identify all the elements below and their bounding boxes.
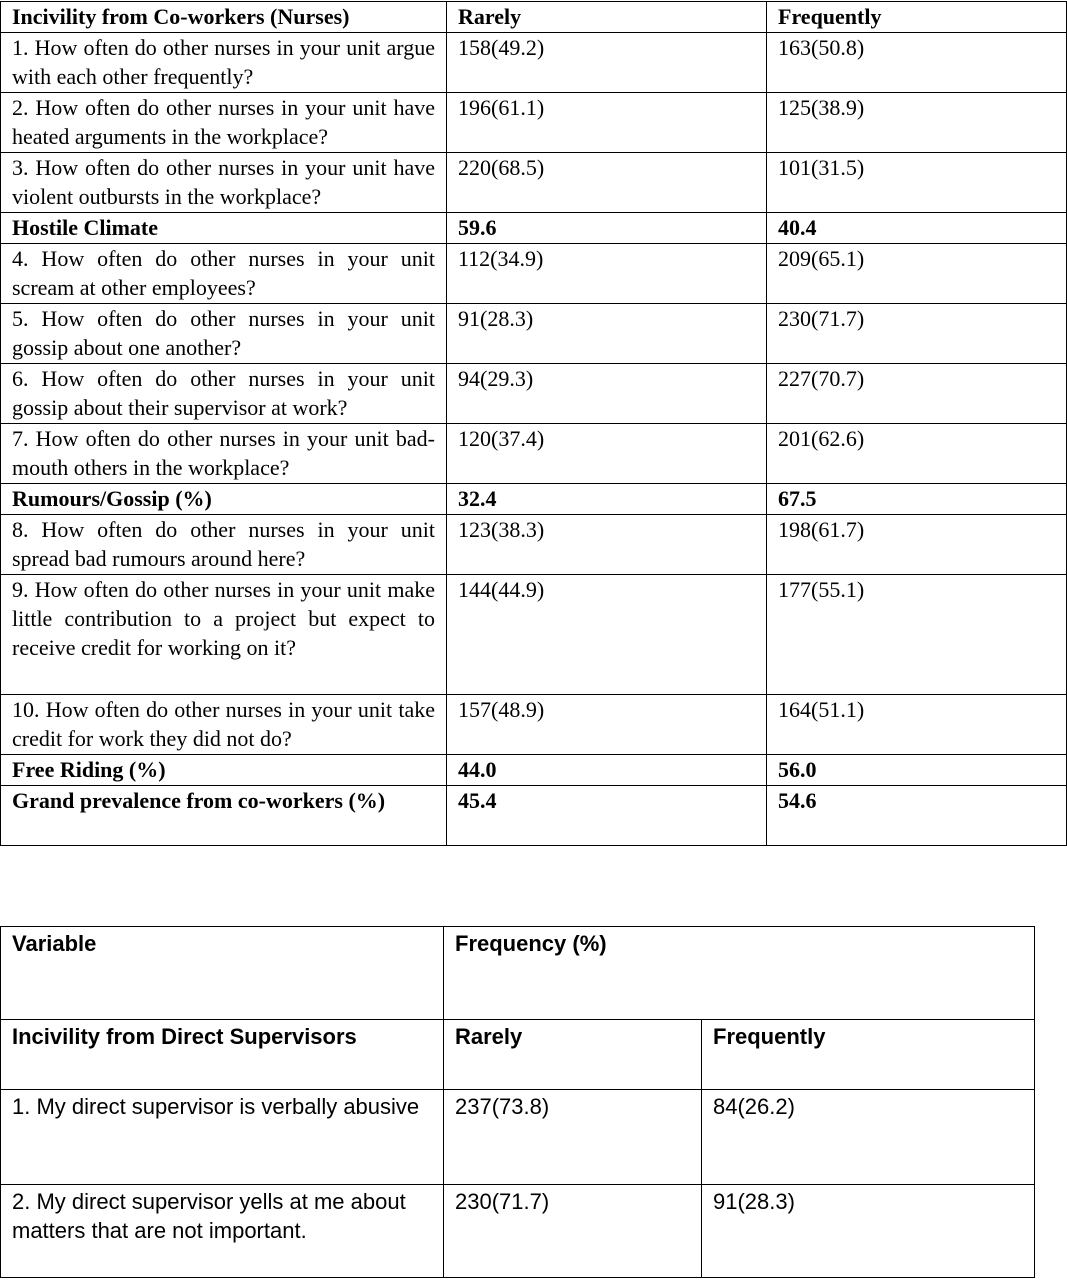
table-row xyxy=(1,33,1067,93)
frequency-header: Frequency (%) xyxy=(444,927,1035,1020)
table-row xyxy=(1,695,1067,755)
table-row xyxy=(1,515,1067,575)
rarely-value: 220(68.5) xyxy=(447,153,767,213)
header-frequently: Frequently xyxy=(702,1020,1035,1090)
subtotal-label: Free Riding (%) xyxy=(1,755,447,786)
frequently-value: 227(70.7) xyxy=(767,364,1067,424)
subtotal-row xyxy=(1,484,1067,515)
grand-total-label: Grand prevalence from co-workers (%) xyxy=(1,786,447,846)
item-text: 3. How often do other nurses in your unit have violent outbursts in the workplace? xyxy=(1,153,447,213)
item-text: 7. How often do other nurses in your unit bad-mouth others in the workplace? xyxy=(1,424,447,484)
item-text: 2. My direct supervisor yells at me about matters that are not important. xyxy=(1,1185,444,1278)
rarely-value: 123(38.3) xyxy=(447,515,767,575)
item-text: 10. How often do other nurses in your unit take credit for work they did not do? xyxy=(1,695,447,755)
rarely-value: 91(28.3) xyxy=(447,304,767,364)
header-frequently: Frequently xyxy=(767,2,1067,33)
header-label: Incivility from Co-workers (Nurses) xyxy=(1,2,447,33)
rarely-value: 144(44.9) xyxy=(447,575,767,695)
frequently-value: 54.6 xyxy=(767,786,1067,846)
header-rarely: Rarely xyxy=(444,1020,702,1090)
frequently-value: 201(62.6) xyxy=(767,424,1067,484)
rarely-value: 157(48.9) xyxy=(447,695,767,755)
rarely-value: 158(49.2) xyxy=(447,33,767,93)
frequently-value: 125(38.9) xyxy=(767,93,1067,153)
item-text: 9. How often do other nurses in your unit make little contribution to a project but expect to receive credit for working on it? xyxy=(1,575,447,695)
table-row xyxy=(1,424,1067,484)
item-text: 1. How often do other nurses in your unit argue with each other frequently? xyxy=(1,33,447,93)
frequently-value: 163(50.8) xyxy=(767,33,1067,93)
rarely-value: 120(37.4) xyxy=(447,424,767,484)
frequently-value: 56.0 xyxy=(767,755,1067,786)
table-subheader-row xyxy=(1,1020,1035,1090)
table-row xyxy=(1,1090,1035,1185)
table-row xyxy=(1,364,1067,424)
table-row xyxy=(1,575,1067,695)
subtotal-row xyxy=(1,213,1067,244)
item-text: 4. How often do other nurses in your unit scream at other employees? xyxy=(1,244,447,304)
variable-header: Variable xyxy=(1,927,444,1020)
rarely-value: 32.4 xyxy=(447,484,767,515)
subtotal-row xyxy=(1,755,1067,786)
subtotal-label: Hostile Climate xyxy=(1,213,447,244)
item-text: 1. My direct supervisor is verbally abusive xyxy=(1,1090,444,1185)
frequently-value: 67.5 xyxy=(767,484,1067,515)
table-row xyxy=(1,244,1067,304)
frequently-value: 164(51.1) xyxy=(767,695,1067,755)
rarely-value: 45.4 xyxy=(447,786,767,846)
rarely-value: 59.6 xyxy=(447,213,767,244)
table-row xyxy=(1,153,1067,213)
frequently-value: 198(61.7) xyxy=(767,515,1067,575)
table-header-row xyxy=(1,927,1035,1020)
frequently-value: 177(55.1) xyxy=(767,575,1067,695)
frequently-value: 230(71.7) xyxy=(767,304,1067,364)
frequently-value: 101(31.5) xyxy=(767,153,1067,213)
frequently-value: 91(28.3) xyxy=(702,1185,1035,1278)
frequently-value: 84(26.2) xyxy=(702,1090,1035,1185)
rarely-value: 94(29.3) xyxy=(447,364,767,424)
table-row xyxy=(1,1185,1035,1278)
frequently-value: 209(65.1) xyxy=(767,244,1067,304)
rarely-value: 230(71.7) xyxy=(444,1185,702,1278)
item-text: 5. How often do other nurses in your unit gossip about one another? xyxy=(1,304,447,364)
frequently-value: 40.4 xyxy=(767,213,1067,244)
subtotal-label: Rumours/Gossip (%) xyxy=(1,484,447,515)
header-rarely: Rarely xyxy=(447,2,767,33)
rarely-value: 44.0 xyxy=(447,755,767,786)
item-text: 6. How often do other nurses in your unit gossip about their supervisor at work? xyxy=(1,364,447,424)
table-row xyxy=(1,93,1067,153)
subheader-label: Incivility from Direct Supervisors xyxy=(1,1020,444,1090)
table-header-row xyxy=(1,2,1067,33)
rarely-value: 196(61.1) xyxy=(447,93,767,153)
rarely-value: 112(34.9) xyxy=(447,244,767,304)
item-text: 2. How often do other nurses in your unit have heated arguments in the workplace? xyxy=(1,93,447,153)
item-text: 8. How often do other nurses in your unit spread bad rumours around here? xyxy=(1,515,447,575)
coworker-incivility-table xyxy=(0,1,1067,846)
supervisor-incivility-table xyxy=(0,926,1035,1278)
grand-total-row xyxy=(1,786,1067,846)
table-row xyxy=(1,304,1067,364)
rarely-value: 237(73.8) xyxy=(444,1090,702,1185)
